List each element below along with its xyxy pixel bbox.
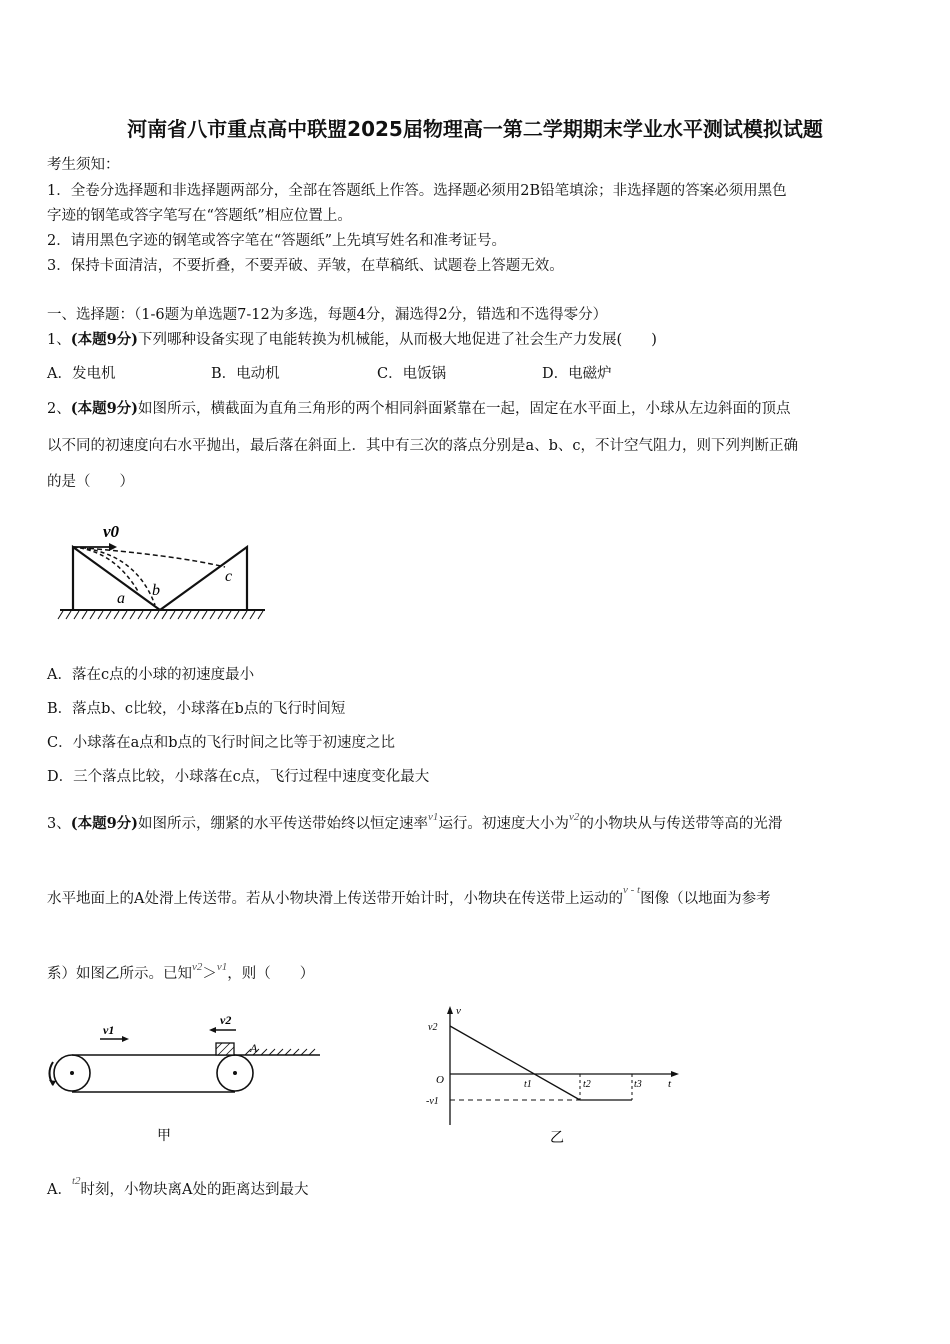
v-axis-label: v xyxy=(456,1005,461,1017)
notice-heading: 考生须知： xyxy=(47,157,120,173)
point-a-label: a xyxy=(117,590,125,607)
question-score: (本题9分) xyxy=(70,815,139,832)
block xyxy=(216,1043,234,1055)
notice-item: 3．保持卡面清洁，不要折叠，不要弄破、弄皱，在草稿纸、试题卷上答题无效。 xyxy=(47,258,564,274)
question-text: 运行。初速度大小为 xyxy=(438,816,569,832)
decel-segment xyxy=(450,1026,580,1100)
left-pulley-axle xyxy=(70,1071,74,1075)
right-incline xyxy=(160,547,247,610)
t1-tick-label: t1 xyxy=(524,1079,532,1090)
t2-tick-label: t2 xyxy=(583,1079,591,1090)
v2-tick-label: v2 xyxy=(428,1022,438,1033)
v-axis-arrowhead xyxy=(447,1006,453,1014)
notice-item: 1．全卷分选择题和非选择题两部分，全部在答题纸上作答。选择题必须用2B铅笔填涂；非选择题的答案必须用黑色 xyxy=(47,183,787,199)
origin-label: O xyxy=(436,1074,444,1086)
question-text: 如图所示，绷紧的水平传送带始终以恒定速率 xyxy=(138,816,429,832)
symbol-v1: v1 xyxy=(216,961,228,973)
question-2-line-2: 以不同的初速度向右水平抛出，最后落在斜面上．其中有三次的落点分别是a、b、c，不计空气阻力，则下列判断正确 xyxy=(47,438,799,454)
right-pulley-axle xyxy=(233,1071,237,1075)
q2-option-c: C．小球落在a点和b点的飞行时间之比等于初速度之比 xyxy=(47,735,396,751)
question-text: 的小物块从与传送带等高的光滑 xyxy=(579,816,783,832)
symbol-v2: v2 xyxy=(192,961,203,973)
rotation-arrowhead xyxy=(49,1080,56,1086)
v2-arrowhead xyxy=(209,1027,216,1033)
point-c-label: c xyxy=(225,568,233,585)
v0-label: v0 xyxy=(103,522,120,541)
question-text: 图像（以地面为参考 xyxy=(640,891,771,907)
q2-option-b: B．落点b、c比较，小球落在b点的飞行时间短 xyxy=(47,701,346,717)
t-axis-arrowhead xyxy=(671,1071,679,1077)
question-number: 3、 xyxy=(47,816,71,832)
question-1 xyxy=(47,328,657,349)
q1-option-c: C．电饭锅 xyxy=(377,366,447,382)
question-2-line-3: 的是（ ） xyxy=(47,474,134,490)
q3-option-a xyxy=(47,1175,309,1199)
symbol-v-t: v - t xyxy=(622,884,641,896)
symbol-v1: v1 xyxy=(428,811,439,823)
section-heading: 一、选择题：（1-6题为单选题7-12为多选，每题4分，漏选得2分，错选和不选得零分） xyxy=(47,307,608,323)
option-label: A． xyxy=(47,1182,72,1198)
question-3-line-3 xyxy=(47,962,314,983)
q1-option-b: B．电动机 xyxy=(211,366,280,382)
vt-graph-figure xyxy=(420,1000,690,1150)
point-A-label: A xyxy=(250,1041,258,1055)
t-axis-label: t xyxy=(668,1078,672,1090)
notice-item: 2．请用黑色字迹的钢笔或答字笔在“答题纸”上先填写姓名和准考证号。 xyxy=(47,233,507,249)
v2-label: v2 xyxy=(220,1013,232,1027)
question-text: 系）如图乙所示。已知 xyxy=(47,966,192,982)
symbol-v2: v2 xyxy=(568,811,580,823)
option-text: 时刻，小物块离A处的距离达到最大 xyxy=(80,1182,309,1198)
q2-option-a: A．落在c点的小球的初速度最小 xyxy=(47,667,255,683)
point-b-label: b xyxy=(152,582,160,599)
question-3-line-2 xyxy=(47,884,771,908)
question-text: 水平地面上的A处滑上传送带。若从小物块滑上传送带开始计时，小物块在传送带上运动的 xyxy=(47,891,623,907)
v1-arrowhead xyxy=(122,1036,129,1042)
figure-caption-jia: 甲 xyxy=(157,1129,171,1144)
question-text: 下列哪种设备实现了电能转换为机械能，从而极大地促进了社会生产力发展( ) xyxy=(138,332,657,348)
conveyor-belt-figure xyxy=(40,1010,330,1150)
question-3-line-1 xyxy=(47,812,782,833)
neg-v1-tick-label: -v1 xyxy=(426,1096,439,1107)
v1-label: v1 xyxy=(103,1023,115,1037)
question-number: 1、 xyxy=(47,332,71,348)
page-title: 河南省八市重点高中联盟2025届物理高一第二学期期末学业水平测试模拟试题 xyxy=(127,117,823,141)
q1-option-a: A．发电机 xyxy=(47,366,116,382)
question-text: 如图所示，横截面为直角三角形的两个相同斜面紧靠在一起，固定在水平面上，小球从左边斜面的顶点 xyxy=(138,401,791,417)
ground-hatching xyxy=(58,611,263,619)
greater-than: ＞ xyxy=(202,966,217,982)
question-score: (本题9分) xyxy=(70,400,139,417)
notice-item: 字迹的钢笔或答字笔写在“答题纸”相应位置上。 xyxy=(47,208,352,224)
symbol-t2: t2 xyxy=(71,1175,81,1187)
v0-arrowhead xyxy=(109,543,117,551)
question-2-line-1 xyxy=(47,397,791,418)
q1-option-d: D．电磁炉 xyxy=(542,366,612,382)
question-text: ，则（ ） xyxy=(227,966,315,982)
question-number: 2、 xyxy=(47,401,71,417)
q2-option-d: D．三个落点比较，小球落在c点，飞行过程中速度变化最大 xyxy=(47,769,430,785)
incline-projectile-figure xyxy=(55,515,270,625)
figure-caption-yi: 乙 xyxy=(550,1131,564,1146)
question-score: (本题9分) xyxy=(70,331,139,348)
t3-tick-label: t3 xyxy=(634,1079,642,1090)
